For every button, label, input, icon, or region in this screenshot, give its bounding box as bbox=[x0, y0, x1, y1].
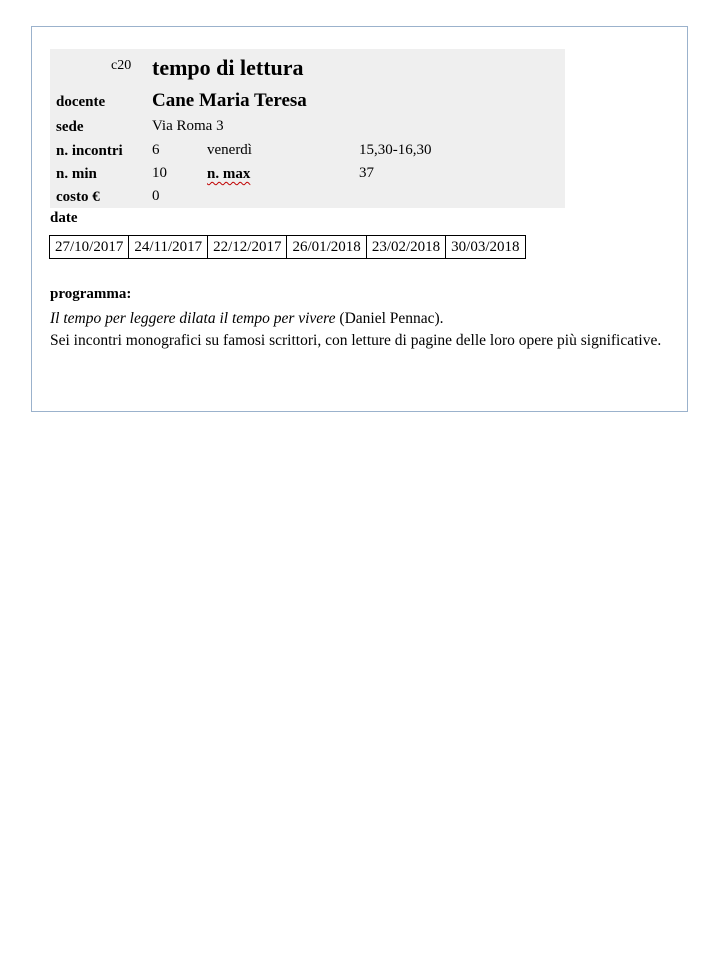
time-value: 15,30-16,30 bbox=[359, 142, 432, 158]
cost-label: costo € bbox=[56, 189, 100, 205]
date-cell: 22/12/2017 bbox=[208, 236, 287, 259]
dates-row bbox=[50, 236, 526, 259]
date-cell: 27/10/2017 bbox=[50, 236, 129, 259]
program-quote: Il tempo per leggere dilata il tempo per vivere bbox=[50, 310, 336, 327]
date-cell: 23/02/2018 bbox=[366, 236, 445, 259]
meetings-value: 6 bbox=[152, 142, 160, 158]
program-description: Sei incontri monografici su famosi scrittori, con letture di pagine delle loro opere più significative. bbox=[50, 332, 662, 349]
course-title: tempo di lettura bbox=[152, 55, 304, 80]
day-value: venerdì bbox=[207, 142, 252, 158]
program-label: programma: bbox=[50, 286, 132, 302]
teacher-label: docente bbox=[56, 94, 106, 110]
venue-label: sede bbox=[56, 119, 84, 135]
course-code: c20 bbox=[111, 58, 132, 73]
program-quote-author: (Daniel Pennac). bbox=[335, 310, 444, 327]
max-label: n. max bbox=[207, 166, 251, 182]
min-value: 10 bbox=[152, 165, 167, 181]
max-value: 37 bbox=[359, 165, 374, 181]
cost-value: 0 bbox=[152, 188, 160, 204]
teacher-name: Cane Maria Teresa bbox=[152, 90, 307, 111]
program-quote-line bbox=[50, 307, 690, 330]
venue-value: Via Roma 3 bbox=[152, 118, 224, 134]
date-cell: 26/01/2018 bbox=[287, 236, 366, 259]
date-cell: 30/03/2018 bbox=[446, 236, 525, 259]
dates-table bbox=[49, 235, 526, 259]
min-label: n. min bbox=[56, 166, 97, 182]
dates-label: date bbox=[50, 210, 78, 226]
meetings-label: n. incontri bbox=[56, 143, 123, 159]
date-cell: 24/11/2017 bbox=[129, 236, 208, 259]
